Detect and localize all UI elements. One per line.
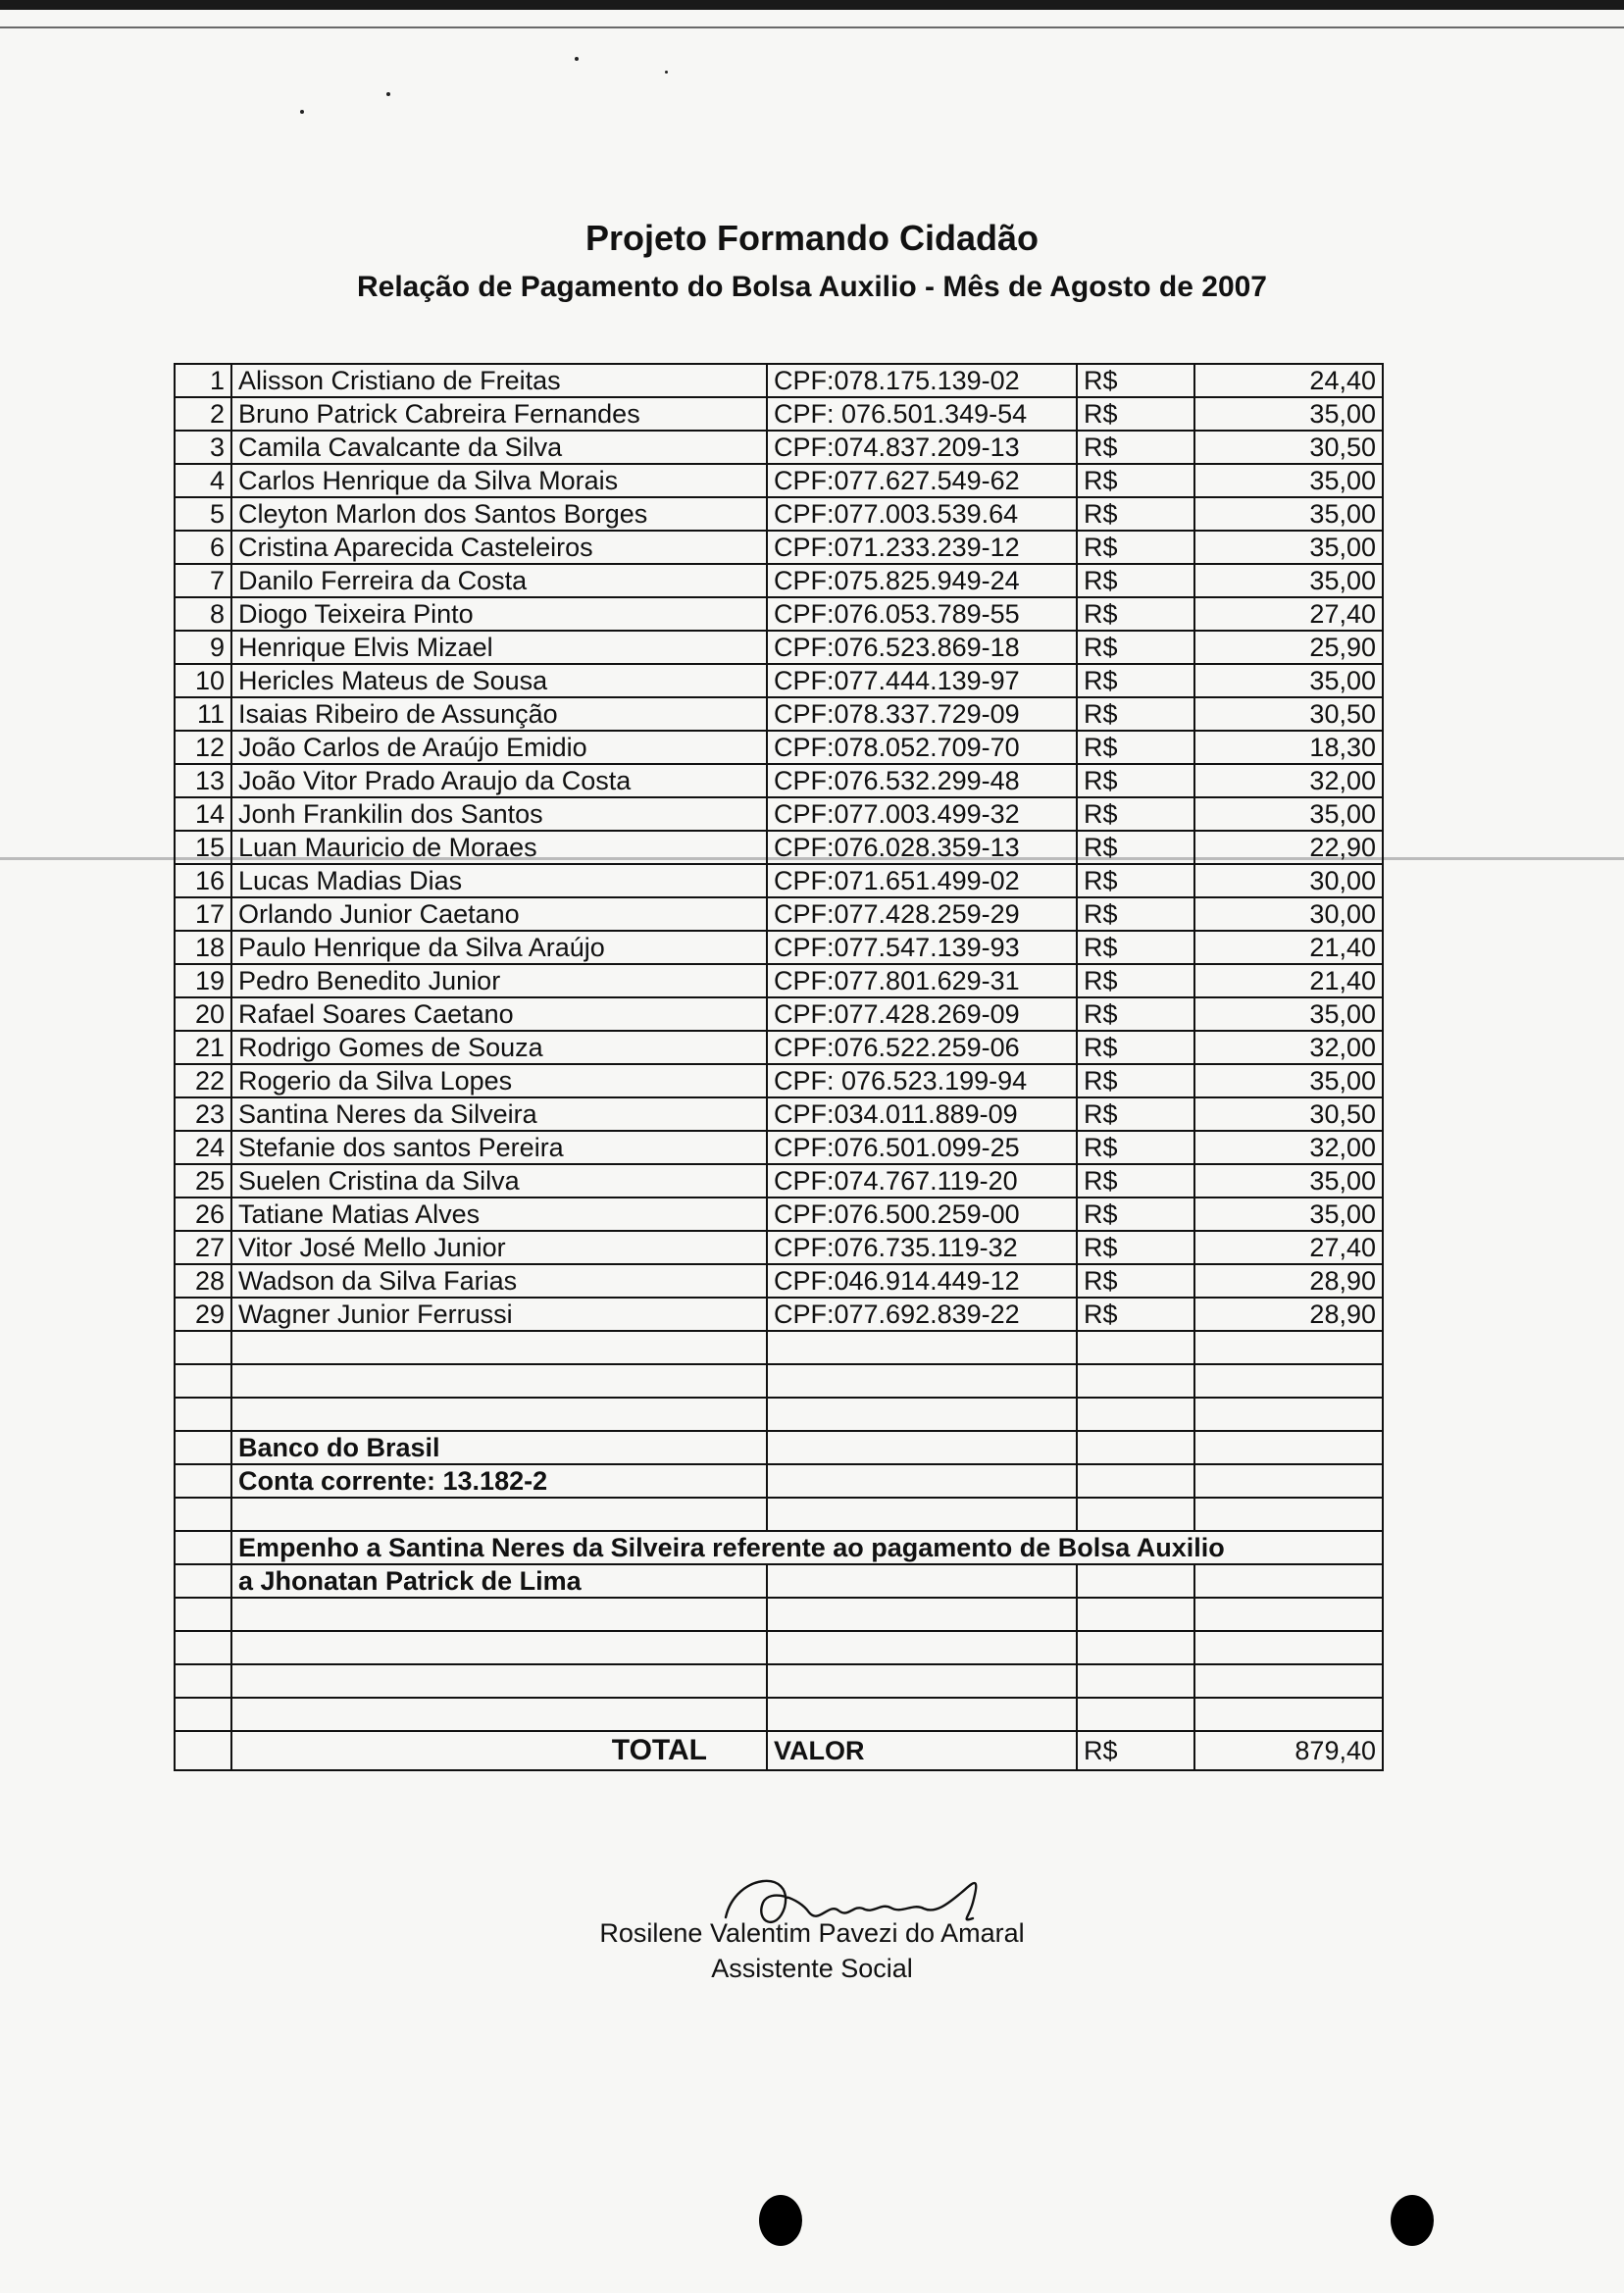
- row-number: 10: [175, 664, 231, 697]
- row-number: 17: [175, 897, 231, 931]
- currency-symbol: R$: [1077, 497, 1194, 531]
- payment-amount: 28,90: [1194, 1298, 1383, 1331]
- beneficiary-cpf: CPF:076.523.869-18: [767, 631, 1077, 664]
- payment-row: [175, 1031, 1383, 1064]
- currency-symbol: R$: [1077, 1197, 1194, 1231]
- total-amount: 879,40: [1194, 1731, 1383, 1770]
- payment-amount: 24,40: [1194, 364, 1383, 397]
- payment-row: [175, 864, 1383, 897]
- beneficiary-name: Santina Neres da Silveira: [231, 1097, 767, 1131]
- payment-amount: 25,90: [1194, 631, 1383, 664]
- beneficiary-cpf: CPF:078.175.139-02: [767, 364, 1077, 397]
- payment-amount: 35,00: [1194, 1064, 1383, 1097]
- beneficiary-name: Danilo Ferreira da Costa: [231, 564, 767, 597]
- row-number: 5: [175, 497, 231, 531]
- beneficiary-name: Pedro Benedito Junior: [231, 964, 767, 997]
- payment-row: [175, 564, 1383, 597]
- scan-border-line: [0, 26, 1624, 28]
- beneficiary-cpf: CPF:077.428.259-29: [767, 897, 1077, 931]
- beneficiary-cpf: CPF:077.692.839-22: [767, 1298, 1077, 1331]
- beneficiary-name: Wadson da Silva Farias: [231, 1264, 767, 1298]
- currency-symbol: R$: [1077, 631, 1194, 664]
- currency-symbol: R$: [1077, 1231, 1194, 1264]
- beneficiary-cpf: CPF:034.011.889-09: [767, 1097, 1077, 1131]
- beneficiary-name: Wagner Junior Ferrussi: [231, 1298, 767, 1331]
- payment-row: [175, 1231, 1383, 1264]
- payment-amount: 32,00: [1194, 1131, 1383, 1164]
- beneficiary-name: Stefanie dos santos Pereira: [231, 1131, 767, 1164]
- row-number: 3: [175, 431, 231, 464]
- row-number: 7: [175, 564, 231, 597]
- beneficiary-name: Rodrigo Gomes de Souza: [231, 1031, 767, 1064]
- payment-row: [175, 697, 1383, 731]
- beneficiary-cpf: CPF:078.052.709-70: [767, 731, 1077, 764]
- beneficiary-cpf: CPF:077.444.139-97: [767, 664, 1077, 697]
- payment-row: [175, 731, 1383, 764]
- payment-row: [175, 1264, 1383, 1298]
- beneficiary-cpf: CPF: 076.501.349-54: [767, 397, 1077, 431]
- note-line-2: a Jhonatan Patrick de Lima: [231, 1564, 767, 1598]
- beneficiary-cpf: CPF:077.801.629-31: [767, 964, 1077, 997]
- row-number: 9: [175, 631, 231, 664]
- scan-speck: [665, 71, 668, 74]
- bank-name-row: [175, 1431, 1383, 1464]
- bank-name: Banco do Brasil: [231, 1431, 767, 1464]
- payment-row: [175, 1164, 1383, 1197]
- row-number: 14: [175, 797, 231, 831]
- row-number: 12: [175, 731, 231, 764]
- currency-symbol: R$: [1077, 364, 1194, 397]
- note-row-1: [175, 1531, 1383, 1564]
- currency-symbol: R$: [1077, 831, 1194, 864]
- document-subtitle: Relação de Pagamento do Bolsa Auxilio - Mês de Agosto de 2007: [356, 271, 1267, 303]
- beneficiary-name: Bruno Patrick Cabreira Fernandes: [231, 397, 767, 431]
- payment-row: [175, 364, 1383, 397]
- beneficiary-name: Rogerio da Silva Lopes: [231, 1064, 767, 1097]
- blank-row: [175, 1664, 1383, 1698]
- beneficiary-cpf: CPF:076.532.299-48: [767, 764, 1077, 797]
- blank-row: [175, 1398, 1383, 1431]
- row-number: 28: [175, 1264, 231, 1298]
- punch-hole: [1391, 2195, 1434, 2246]
- payment-rows: [175, 364, 1383, 1331]
- beneficiary-name: Vitor José Mello Junior: [231, 1231, 767, 1264]
- beneficiary-cpf: CPF:077.547.139-93: [767, 931, 1077, 964]
- scan-speck: [386, 92, 390, 96]
- row-number: 27: [175, 1231, 231, 1264]
- beneficiary-name: João Vitor Prado Araujo da Costa: [231, 764, 767, 797]
- blank-row: [175, 1598, 1383, 1631]
- row-number: 6: [175, 531, 231, 564]
- punch-hole: [759, 2195, 802, 2246]
- beneficiary-cpf: CPF:078.337.729-09: [767, 697, 1077, 731]
- payment-amount: 30,50: [1194, 697, 1383, 731]
- currency-symbol: R$: [1077, 897, 1194, 931]
- beneficiary-cpf: CPF:076.028.359-13: [767, 831, 1077, 864]
- blank-row: [175, 1698, 1383, 1731]
- payment-amount: 35,00: [1194, 664, 1383, 697]
- row-number: 13: [175, 764, 231, 797]
- signatory-role: Assistente Social: [711, 1954, 913, 1983]
- beneficiary-cpf: CPF: 076.523.199-94: [767, 1064, 1077, 1097]
- currency-symbol: R$: [1077, 464, 1194, 497]
- beneficiary-name: Henrique Elvis Mizael: [231, 631, 767, 664]
- blank-row: [175, 1631, 1383, 1664]
- payment-amount: 18,30: [1194, 731, 1383, 764]
- currency-symbol: R$: [1077, 731, 1194, 764]
- row-number: 29: [175, 1298, 231, 1331]
- payment-amount: 30,50: [1194, 431, 1383, 464]
- payment-row: [175, 931, 1383, 964]
- currency-symbol: R$: [1077, 1031, 1194, 1064]
- payment-table: [174, 363, 1384, 1771]
- beneficiary-cpf: CPF:076.500.259-00: [767, 1197, 1077, 1231]
- total-row: [175, 1731, 1383, 1770]
- row-number: 11: [175, 697, 231, 731]
- payment-amount: 22,90: [1194, 831, 1383, 864]
- currency-symbol: R$: [1077, 1064, 1194, 1097]
- payment-row: [175, 1298, 1383, 1331]
- row-number: 1: [175, 364, 231, 397]
- beneficiary-name: Hericles Mateus de Sousa: [231, 664, 767, 697]
- row-number: 25: [175, 1164, 231, 1197]
- row-number: 18: [175, 931, 231, 964]
- row-number: 16: [175, 864, 231, 897]
- payment-amount: 35,00: [1194, 531, 1383, 564]
- bank-account-row: [175, 1464, 1383, 1498]
- beneficiary-name: Orlando Junior Caetano: [231, 897, 767, 931]
- payment-amount: 35,00: [1194, 464, 1383, 497]
- blank-row: [175, 1498, 1383, 1531]
- row-number: 4: [175, 464, 231, 497]
- currency-symbol: R$: [1077, 597, 1194, 631]
- payment-amount: 35,00: [1194, 1197, 1383, 1231]
- payment-row: [175, 464, 1383, 497]
- payment-amount: 35,00: [1194, 997, 1383, 1031]
- currency-symbol: R$: [1077, 997, 1194, 1031]
- currency-symbol: R$: [1077, 1097, 1194, 1131]
- beneficiary-cpf: CPF:074.837.209-13: [767, 431, 1077, 464]
- scan-speck: [575, 57, 579, 61]
- beneficiary-name: Jonh Frankilin dos Santos: [231, 797, 767, 831]
- payment-row: [175, 397, 1383, 431]
- beneficiary-name: Rafael Soares Caetano: [231, 997, 767, 1031]
- payment-amount: 21,40: [1194, 931, 1383, 964]
- currency-symbol: R$: [1077, 1164, 1194, 1197]
- beneficiary-cpf: CPF:046.914.449-12: [767, 1264, 1077, 1298]
- beneficiary-name: Tatiane Matias Alves: [231, 1197, 767, 1231]
- payment-amount: 27,40: [1194, 597, 1383, 631]
- beneficiary-cpf: CPF:076.053.789-55: [767, 597, 1077, 631]
- beneficiary-name: Isaias Ribeiro de Assunção: [231, 697, 767, 731]
- currency-symbol: R$: [1077, 531, 1194, 564]
- payment-row: [175, 964, 1383, 997]
- beneficiary-cpf: CPF:077.003.499-32: [767, 797, 1077, 831]
- payment-row: [175, 797, 1383, 831]
- currency-symbol: R$: [1077, 564, 1194, 597]
- currency-symbol: R$: [1077, 797, 1194, 831]
- currency-symbol: R$: [1077, 1298, 1194, 1331]
- beneficiary-name: Cristina Aparecida Casteleiros: [231, 531, 767, 564]
- bank-account: Conta corrente: 13.182-2: [231, 1464, 767, 1498]
- beneficiary-name: Diogo Teixeira Pinto: [231, 597, 767, 631]
- beneficiary-cpf: CPF:076.522.259-06: [767, 1031, 1077, 1064]
- currency-symbol: R$: [1077, 664, 1194, 697]
- beneficiary-name: Suelen Cristina da Silva: [231, 1164, 767, 1197]
- scan-speck: [300, 110, 304, 114]
- currency-symbol: R$: [1077, 931, 1194, 964]
- payment-row: [175, 531, 1383, 564]
- beneficiary-cpf: CPF:077.428.269-09: [767, 997, 1077, 1031]
- payment-row: [175, 764, 1383, 797]
- beneficiary-name: João Carlos de Araújo Emidio: [231, 731, 767, 764]
- row-number: 24: [175, 1131, 231, 1164]
- payment-row: [175, 431, 1383, 464]
- note-line-1: Empenho a Santina Neres da Silveira referente ao pagamento de Bolsa Auxilio: [231, 1531, 1383, 1564]
- currency-symbol: R$: [1077, 764, 1194, 797]
- payment-amount: 32,00: [1194, 764, 1383, 797]
- payment-amount: 32,00: [1194, 1031, 1383, 1064]
- beneficiary-name: Alisson Cristiano de Freitas: [231, 364, 767, 397]
- row-number: 23: [175, 1097, 231, 1131]
- payment-row: [175, 1197, 1383, 1231]
- row-number: 19: [175, 964, 231, 997]
- currency-symbol: R$: [1077, 431, 1194, 464]
- payment-amount: 28,90: [1194, 1264, 1383, 1298]
- payment-amount: 30,00: [1194, 864, 1383, 897]
- payment-amount: 30,50: [1194, 1097, 1383, 1131]
- beneficiary-cpf: CPF:076.735.119-32: [767, 1231, 1077, 1264]
- beneficiary-cpf: CPF:076.501.099-25: [767, 1131, 1077, 1164]
- payment-amount: 35,00: [1194, 564, 1383, 597]
- total-currency: R$: [1077, 1731, 1194, 1770]
- blank-row: [175, 1364, 1383, 1398]
- payment-amount: 35,00: [1194, 1164, 1383, 1197]
- total-label: TOTAL: [231, 1731, 767, 1770]
- row-number: 2: [175, 397, 231, 431]
- beneficiary-name: Lucas Madias Dias: [231, 864, 767, 897]
- payment-amount: 35,00: [1194, 497, 1383, 531]
- payment-row: [175, 1131, 1383, 1164]
- beneficiary-cpf: CPF:074.767.119-20: [767, 1164, 1077, 1197]
- currency-symbol: R$: [1077, 697, 1194, 731]
- payment-row: [175, 1064, 1383, 1097]
- beneficiary-name: Cleyton Marlon dos Santos Borges: [231, 497, 767, 531]
- payment-amount: 35,00: [1194, 397, 1383, 431]
- row-number: 20: [175, 997, 231, 1031]
- row-number: 22: [175, 1064, 231, 1097]
- beneficiary-cpf: CPF:077.003.539.64: [767, 497, 1077, 531]
- payment-row: [175, 597, 1383, 631]
- note-row-2: [175, 1564, 1383, 1598]
- payment-amount: 35,00: [1194, 797, 1383, 831]
- payment-row: [175, 831, 1383, 864]
- currency-symbol: R$: [1077, 1264, 1194, 1298]
- payment-row: [175, 664, 1383, 697]
- row-number: 21: [175, 1031, 231, 1064]
- document-title: Projeto Formando Cidadão: [584, 218, 1040, 258]
- currency-symbol: R$: [1077, 964, 1194, 997]
- signatory-name: Rosilene Valentim Pavezi do Amaral: [599, 1918, 1025, 1948]
- beneficiary-name: Camila Cavalcante da Silva: [231, 431, 767, 464]
- payment-amount: 21,40: [1194, 964, 1383, 997]
- beneficiary-name: Carlos Henrique da Silva Morais: [231, 464, 767, 497]
- footer-rows: [175, 1331, 1383, 1770]
- row-number: 8: [175, 597, 231, 631]
- beneficiary-name: Luan Mauricio de Moraes: [231, 831, 767, 864]
- beneficiary-cpf: CPF:075.825.949-24: [767, 564, 1077, 597]
- payment-row: [175, 1097, 1383, 1131]
- payment-row: [175, 497, 1383, 531]
- scan-top-edge: [0, 0, 1624, 10]
- beneficiary-cpf: CPF:071.233.239-12: [767, 531, 1077, 564]
- payment-amount: 27,40: [1194, 1231, 1383, 1264]
- currency-symbol: R$: [1077, 864, 1194, 897]
- total-valor-label: VALOR: [767, 1731, 1077, 1770]
- payment-row: [175, 631, 1383, 664]
- payment-row: [175, 997, 1383, 1031]
- row-number: 15: [175, 831, 231, 864]
- currency-symbol: R$: [1077, 1131, 1194, 1164]
- currency-symbol: R$: [1077, 397, 1194, 431]
- beneficiary-name: Paulo Henrique da Silva Araújo: [231, 931, 767, 964]
- payment-row: [175, 897, 1383, 931]
- beneficiary-cpf: CPF:071.651.499-02: [767, 864, 1077, 897]
- row-number: 26: [175, 1197, 231, 1231]
- payment-amount: 30,00: [1194, 897, 1383, 931]
- blank-row: [175, 1331, 1383, 1364]
- beneficiary-cpf: CPF:077.627.549-62: [767, 464, 1077, 497]
